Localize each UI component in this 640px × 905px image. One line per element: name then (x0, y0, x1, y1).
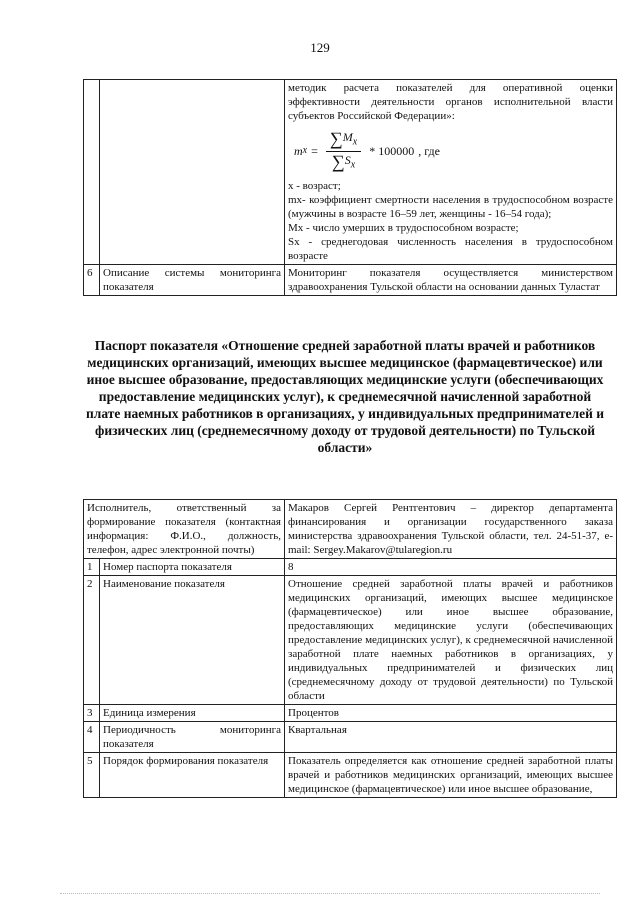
mortality-formula: m x = $\frac{\sum M_x}{\sum S_x}$ * 100000 , где (294, 128, 440, 171)
table-row (84, 80, 617, 265)
row-value: Мониторинг показателя осуществляется министерством здравоохранения Тульской области на основании данных Туластат (285, 265, 617, 296)
table-row (84, 265, 617, 296)
row-number: 6 (84, 265, 100, 296)
row-label: Номер паспорта показателя (100, 559, 285, 576)
table-row (84, 722, 617, 753)
definition-item: x - возраст; (288, 180, 341, 192)
table-row (84, 753, 617, 798)
row-number: 1 (84, 559, 100, 576)
row-value: Показатель определяется как отношение средней заработной платы врачей и работников медицинских организаций, имеющих высшее медицинское (фармацевтическое) или иное высшее образование, (285, 753, 617, 798)
table-row (84, 576, 617, 705)
row-label: Описание системы мониторинга показателя (100, 265, 285, 296)
definition-item: mx- коэффициент смертности населения в трудоспособном возрасте (мужчины в возрасте 16–59 лет, женщины - 16–54 года); (288, 194, 613, 220)
indicator-table-continued (83, 79, 617, 296)
row-number: 2 (84, 576, 100, 705)
row-label: Единица измерения (100, 705, 285, 722)
methodology-intro: методик расчета показателей для оперативной оценки эффективности деятельности органов исполнительной власти субъектов Российской Федерации»: (288, 82, 613, 122)
row-value: Процентов (285, 705, 617, 722)
methodology-cell (285, 80, 617, 265)
row-label: Наименование показателя (100, 576, 285, 705)
row-label-cell (100, 80, 285, 265)
table-row (84, 559, 617, 576)
formula-suffix: , где (418, 144, 440, 158)
scan-artifact-line (60, 893, 600, 895)
formula-multiplier: * 100000 (369, 144, 415, 158)
executor-value: Макаров Сергей Рентгентович – директор департамента финансирования и организации государственного заказа министерства здравоохранения Тульской области, тел. 24-51-37, e-mail: Sergey.Makarov@tularegion.ru (285, 500, 617, 559)
definition-item: Sx - среднегодовая численность населения в трудоспособном возрасте (288, 236, 613, 262)
passport-table (83, 499, 617, 798)
executor-label: Исполнитель, ответственный за формирование показателя (контактная информация: Ф.И.О., должность, телефон, адрес электронной почты) (84, 500, 285, 559)
row-value: Отношение средней заработной платы врачей и работников медицинских организаций, имеющих высшее медицинское (фармацевтическое) или иное высшее образование, предоставляющих медицинские услуги (обеспечивающих предоставление медицинских услуг), к среднемесячной начисленной заработной плате наемных работников в организациях, у индивидуальных предпринимателей и физических лиц (среднемесячному доходу от трудовой деятельности) по Тульской области (285, 576, 617, 705)
table-row (84, 500, 617, 559)
table-row (84, 705, 617, 722)
definition-item: Mx - число умерших в трудоспособном возрасте; (288, 222, 519, 234)
passport-heading: Паспорт показателя «Отношение средней заработной платы врачей и работников медицинских организаций, имеющих высшее медицинское (фармацевтическое) или иное высшее образование, предоставляющих медицинские услуги (обеспечивающих предоставление медицинских услуг), к среднемесячной начисленной заработной плате наемных работников в организациях, у индивидуальных предпринимателей и физических лиц (среднемесячному доходу от трудовой деятельности) по Тульской области» (85, 338, 605, 455)
row-number: 5 (84, 753, 100, 798)
row-label: Порядок формирования показателя (100, 753, 285, 798)
row-value: 8 (285, 559, 617, 576)
row-number: 4 (84, 722, 100, 753)
row-value: Квартальная (285, 722, 617, 753)
row-number: 3 (84, 705, 100, 722)
row-label: Периодичность мониторинга показателя (100, 722, 285, 753)
page-number: 129 (310, 40, 330, 55)
row-number-cell (84, 80, 100, 265)
